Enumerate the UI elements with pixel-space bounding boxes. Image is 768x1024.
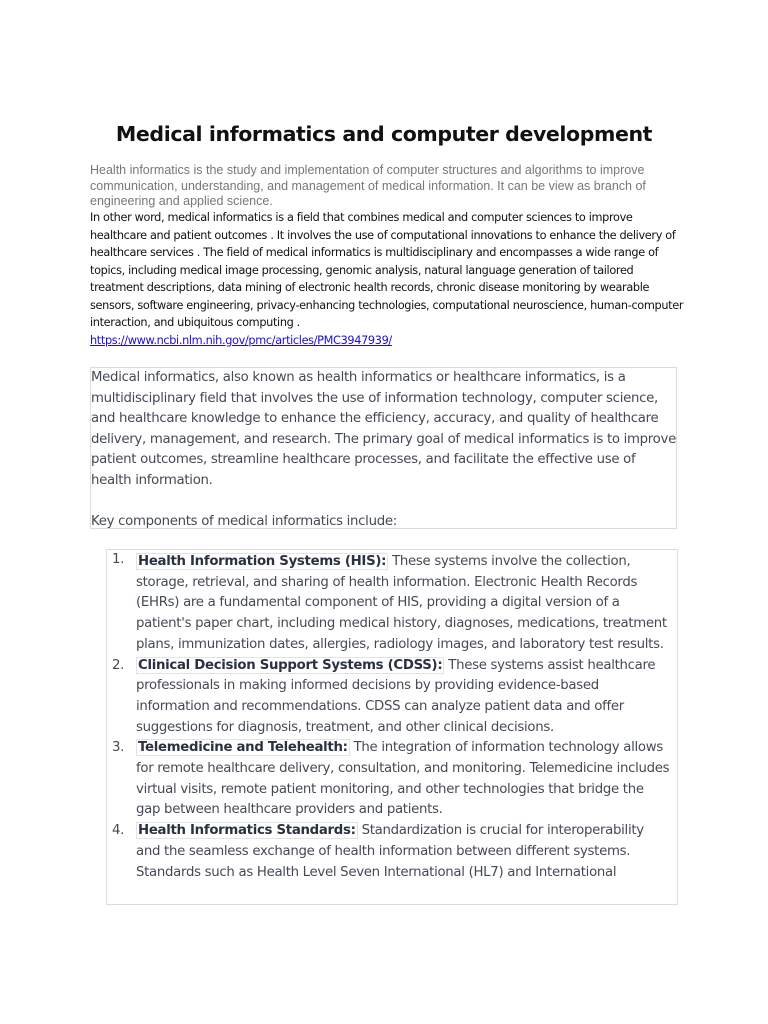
intro-body-text: In other word, medical informatics is a field that combines medical and computer sciences to improve healthcare and patient outcomes . It involves the use of computational innovations to enhance the delivery of healthcare services . The field of medical informatics is multidisciplinary and encompasses a wide range of topics, including medical image processing, genomic analysis, natural language generation of tailored treatment descriptions, data mining of electronic health records, chronic disease monitoring by wearable sensors, software engineering, privacy-enhancing technologies, computational neuroscience, human-computer interaction, and ubiquitous computing .: [90, 211, 684, 329]
list-item-text: The integration of information technology allows for remote healthcare delivery, consultation, and monitoring. Telemedicine includes virtual visits, remote patient monitoring, and other technologies that bridge the gap between healthcare providers and patients.: [136, 740, 670, 818]
list-item-text: These systems assist healthcare professionals in making informed decisions by providing evidence-based information and recommendations. CDSS can analyze patient data and offer suggestions for diagnosis, treatment, and other clinical decisions.: [136, 657, 656, 735]
intro-gray-paragraph: Health informatics is the study and implementation of computer structures and algorithms to improve communication, understanding, and management of medical information. It can be view as branch of engineering and applied science.: [90, 163, 646, 208]
key-components-heading: Key components of medical informatics include:: [91, 514, 397, 530]
list-item-term: Clinical Decision Support Systems (CDSS):: [138, 657, 443, 673]
list-item-term: Health Information Systems (HIS):: [138, 554, 387, 569]
list-item-text: Standardization is crucial for interoperability and the seamless exchange of health information between different systems. Standards such as Health Level Seven International (HL7) and International: [136, 823, 644, 880]
overview-box: [90, 367, 677, 529]
intro-body-paragraph: [90, 209, 690, 349]
list-item: [107, 656, 677, 739]
overview-paragraph: Medical informatics, also known as health informatics or healthcare informatics, is a multidisciplinary field that involves the use of information technology, computer science, and healthcare knowledge to enhance the efficiency, accuracy, and quality of healthcare delivery, management, and research. The primary goal of medical informatics is to improve patient outcomes, streamline healthcare processes, and facilitate the effective use of health information.: [91, 370, 676, 488]
list-item: [107, 738, 677, 821]
list-item-number: 2.: [112, 657, 125, 673]
list-item-number: 4.: [112, 823, 125, 839]
list-item-text: These systems involve the collection, storage, retrieval, and sharing of health information. Electronic Health Records (EHRs) are a fundamental component of HIS, providing a digital version of a patient's paper chart, including medical history, diagnoses, medications, treatment plans, immunization dates, allergies, radiology images, and laboratory test results.: [136, 554, 667, 652]
components-list-box: [106, 549, 678, 905]
list-item-term: Telemedicine and Telehealth:: [138, 740, 348, 756]
list-item: [107, 821, 677, 883]
page-title: Medical informatics and computer development: [115, 122, 653, 146]
list-item-term: Health Informatics Standards:: [138, 823, 356, 839]
list-item: [107, 550, 677, 656]
list-item-number: 1.: [112, 552, 125, 567]
reference-link[interactable]: https://www.ncbi.nlm.nih.gov/pmc/articles/PMC3947939/: [90, 333, 392, 347]
list-item-number: 3.: [112, 740, 125, 756]
components-list: [107, 550, 677, 883]
